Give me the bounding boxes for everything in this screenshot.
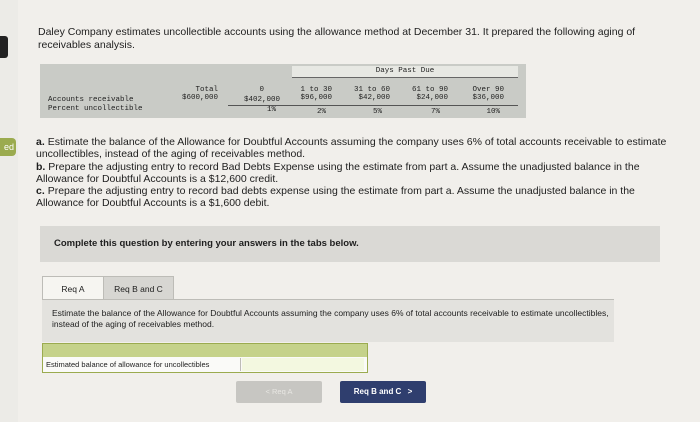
table-cell: $24,000 [416,94,448,102]
part-a: a. Estimate the balance of the Allowance for Doubtful Accounts assuming the company uses 6% of total accounts receivable to estimate uncollectibles, instead of the aging of receivables method. [36,136,667,161]
tab-panel [42,299,614,342]
table-cell: 1% [266,106,276,114]
row-label: Accounts receivable [48,96,134,104]
prev-button[interactable] [236,381,322,403]
table-cell: 7% [430,108,440,116]
instructions-text: Complete this question by entering your answers in the tabs below. [54,238,359,249]
prev-button-label: Req A [272,387,293,396]
answer-label: Estimated balance of allowance for uncollectibles [43,358,241,371]
aging-group-header: Days Past Due [375,67,435,75]
instructions-box [40,226,660,262]
table-cell: $600,000 [181,94,218,102]
next-button[interactable] [340,381,426,403]
column-header: 1 to 30 [300,86,332,94]
part-b: b. Prepare the adjusting entry to record Bad Debts Expense using the estimate from part a. Assume the unadjusted balance in the Allowance for Doubtful Accounts is a $12,600 credit. [36,160,640,185]
table-cell: 5% [372,108,382,116]
column-header: 0 [259,86,264,94]
row-label: Percent uncollectible [48,105,143,113]
chevron-right-icon: > [407,387,413,396]
side-tab[interactable]: ed [0,138,16,156]
tab-req-a[interactable]: Req A [42,276,104,300]
tab-instruction: Estimate the balance of the Allowance for Doubtful Accounts assuming the company uses 6% of total accounts receivable to estimate uncollectibles, instead of the aging of receivables method. [52,308,609,329]
column-header: 61 to 90 [411,86,448,94]
aging-header-rule [292,77,518,78]
table-cell: $96,000 [300,94,332,102]
answer-table-header [43,344,367,357]
tab-req-b-and-c[interactable]: Req B and C [104,276,174,300]
column-header: 31 to 60 [353,86,390,94]
part-c: c. Prepare the adjusting entry to record bad debts expense using the estimate from part a. Assume the unadjusted balance in the Allowance for Doubtful Accounts is a $1,600 debit. [36,185,635,210]
estimated-balance-input[interactable] [242,358,364,371]
table-cell: 10% [486,108,500,116]
table-cell: $36,000 [472,94,504,102]
question-parts [36,136,676,210]
next-button-label: Req B and C [353,387,402,396]
column-header: Total [195,86,218,94]
table-cell: 2% [316,108,326,116]
table-cell: $402,000 [243,96,280,104]
table-cell: $42,000 [358,94,390,102]
aging-table [40,64,526,118]
bookmark-marker [0,36,8,58]
left-gutter [0,0,18,422]
column-header: Over 90 [472,86,504,94]
problem-intro: Daley Company estimates uncollectible accounts using the allowance method at December 31. It prepared the following aging of receivables analysis. [38,26,636,51]
chevron-left-icon: < [265,387,270,396]
answer-table [42,343,368,373]
